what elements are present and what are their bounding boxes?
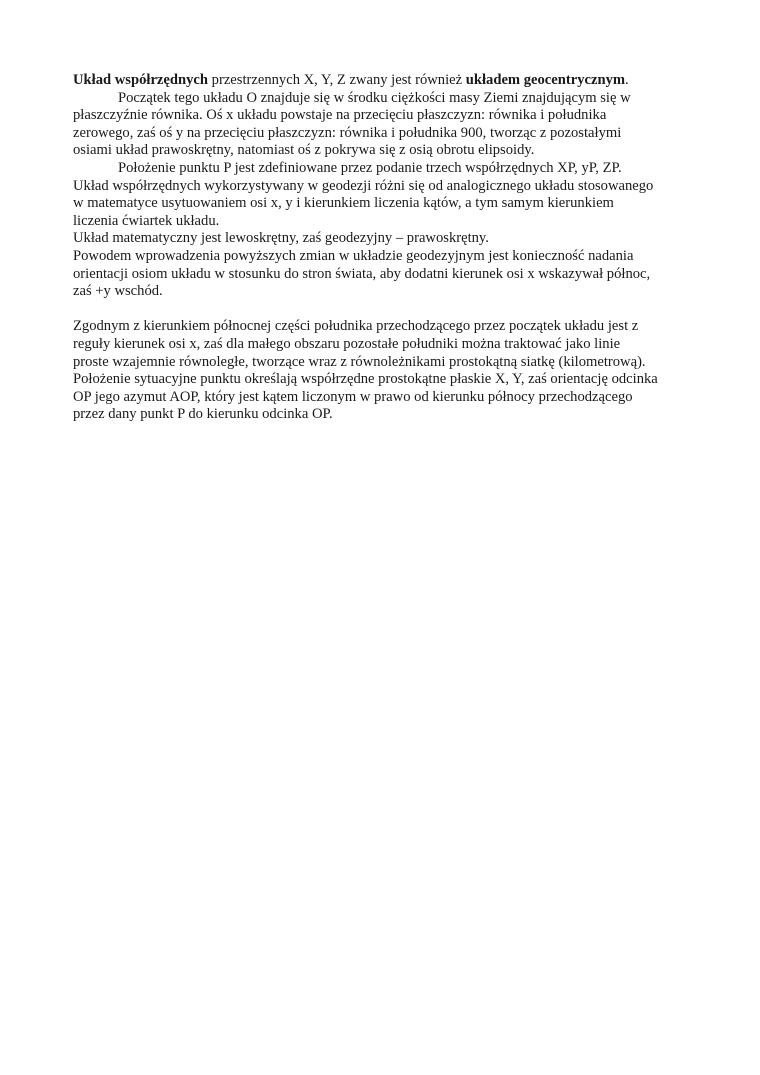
paragraph-2 [73, 160, 693, 301]
title-bold-2: układem geocentrycznym [465, 72, 626, 88]
text-line: osiami układ prawoskrętny, natomiast oś z pokrywa się z osią obrotu elipsoidy. [73, 142, 535, 159]
text-line: Powodem wprowadzenia powyższych zmian w układzie geodezyjnym jest konieczność nadania [73, 247, 634, 264]
text-line: OP jego azymut AOP, który jest kątem liczonym w prawo od kierunku północy przechodzącego [73, 388, 633, 405]
text-line: w matematyce usytuowaniem osi x, y i kierunkiem liczenia kątów, a tym samym kierunkiem [73, 195, 614, 212]
title-bold: Układ współrzędnych [73, 72, 209, 88]
text-line: Zgodnym z kierunkiem północnej części południka przechodzącego przez początek układu jest z [73, 318, 639, 335]
paragraph-1 [73, 90, 693, 160]
text-line: przez dany punkt P do kierunku odcinka OP. [73, 406, 333, 423]
text-line: proste wzajemnie równoległe, tworzące wraz z równoleżnikami prostokątną siatkę (kilometrową). [73, 353, 646, 370]
text-line: reguły kierunek osi x, zaś dla małego obszaru pozostałe południki można traktować jako linie [73, 335, 621, 352]
text-line: orientacji osiom układu w stosunku do stron świata, aby dodatni kierunek osi x wskazywał północ, [73, 265, 651, 282]
text-line: Początek tego układu O znajduje się w środku ciężkości masy Ziemi znajdującym się w [118, 89, 631, 106]
heading-line [73, 72, 693, 90]
text-line: Położenie sytuacyjne punktu określają współrzędne prostokątne płaskie X, Y, zaś orientację odcinka [73, 371, 658, 388]
title-rest: przestrzennych X, Y, Z zwany jest również [208, 72, 466, 88]
paragraph-3 [73, 318, 693, 424]
document-body [73, 72, 693, 424]
blank-line [73, 301, 693, 319]
text-line: płaszczyźnie równika. Oś x układu powstaje na przecięciu płaszczyzn: równika i południka [73, 107, 607, 124]
text-line: zerowego, zaś oś y na przecięciu płaszczyzn: równika i południka 900, tworząc z pozostałymi [73, 124, 622, 141]
text-line: Układ współrzędnych wykorzystywany w geodezji różni się od analogicznego układu stosowanego [73, 177, 654, 194]
text-line: zaś +y wschód. [73, 283, 163, 300]
text-line: Układ matematyczny jest lewoskrętny, zaś geodezyjny – prawoskrętny. [73, 230, 489, 247]
title-end: . [625, 72, 629, 88]
text-line: Położenie punktu P jest zdefiniowane przez podanie trzech współrzędnych XP, yP, ZP. [118, 159, 622, 176]
text-line: liczenia ćwiartek układu. [73, 212, 220, 229]
